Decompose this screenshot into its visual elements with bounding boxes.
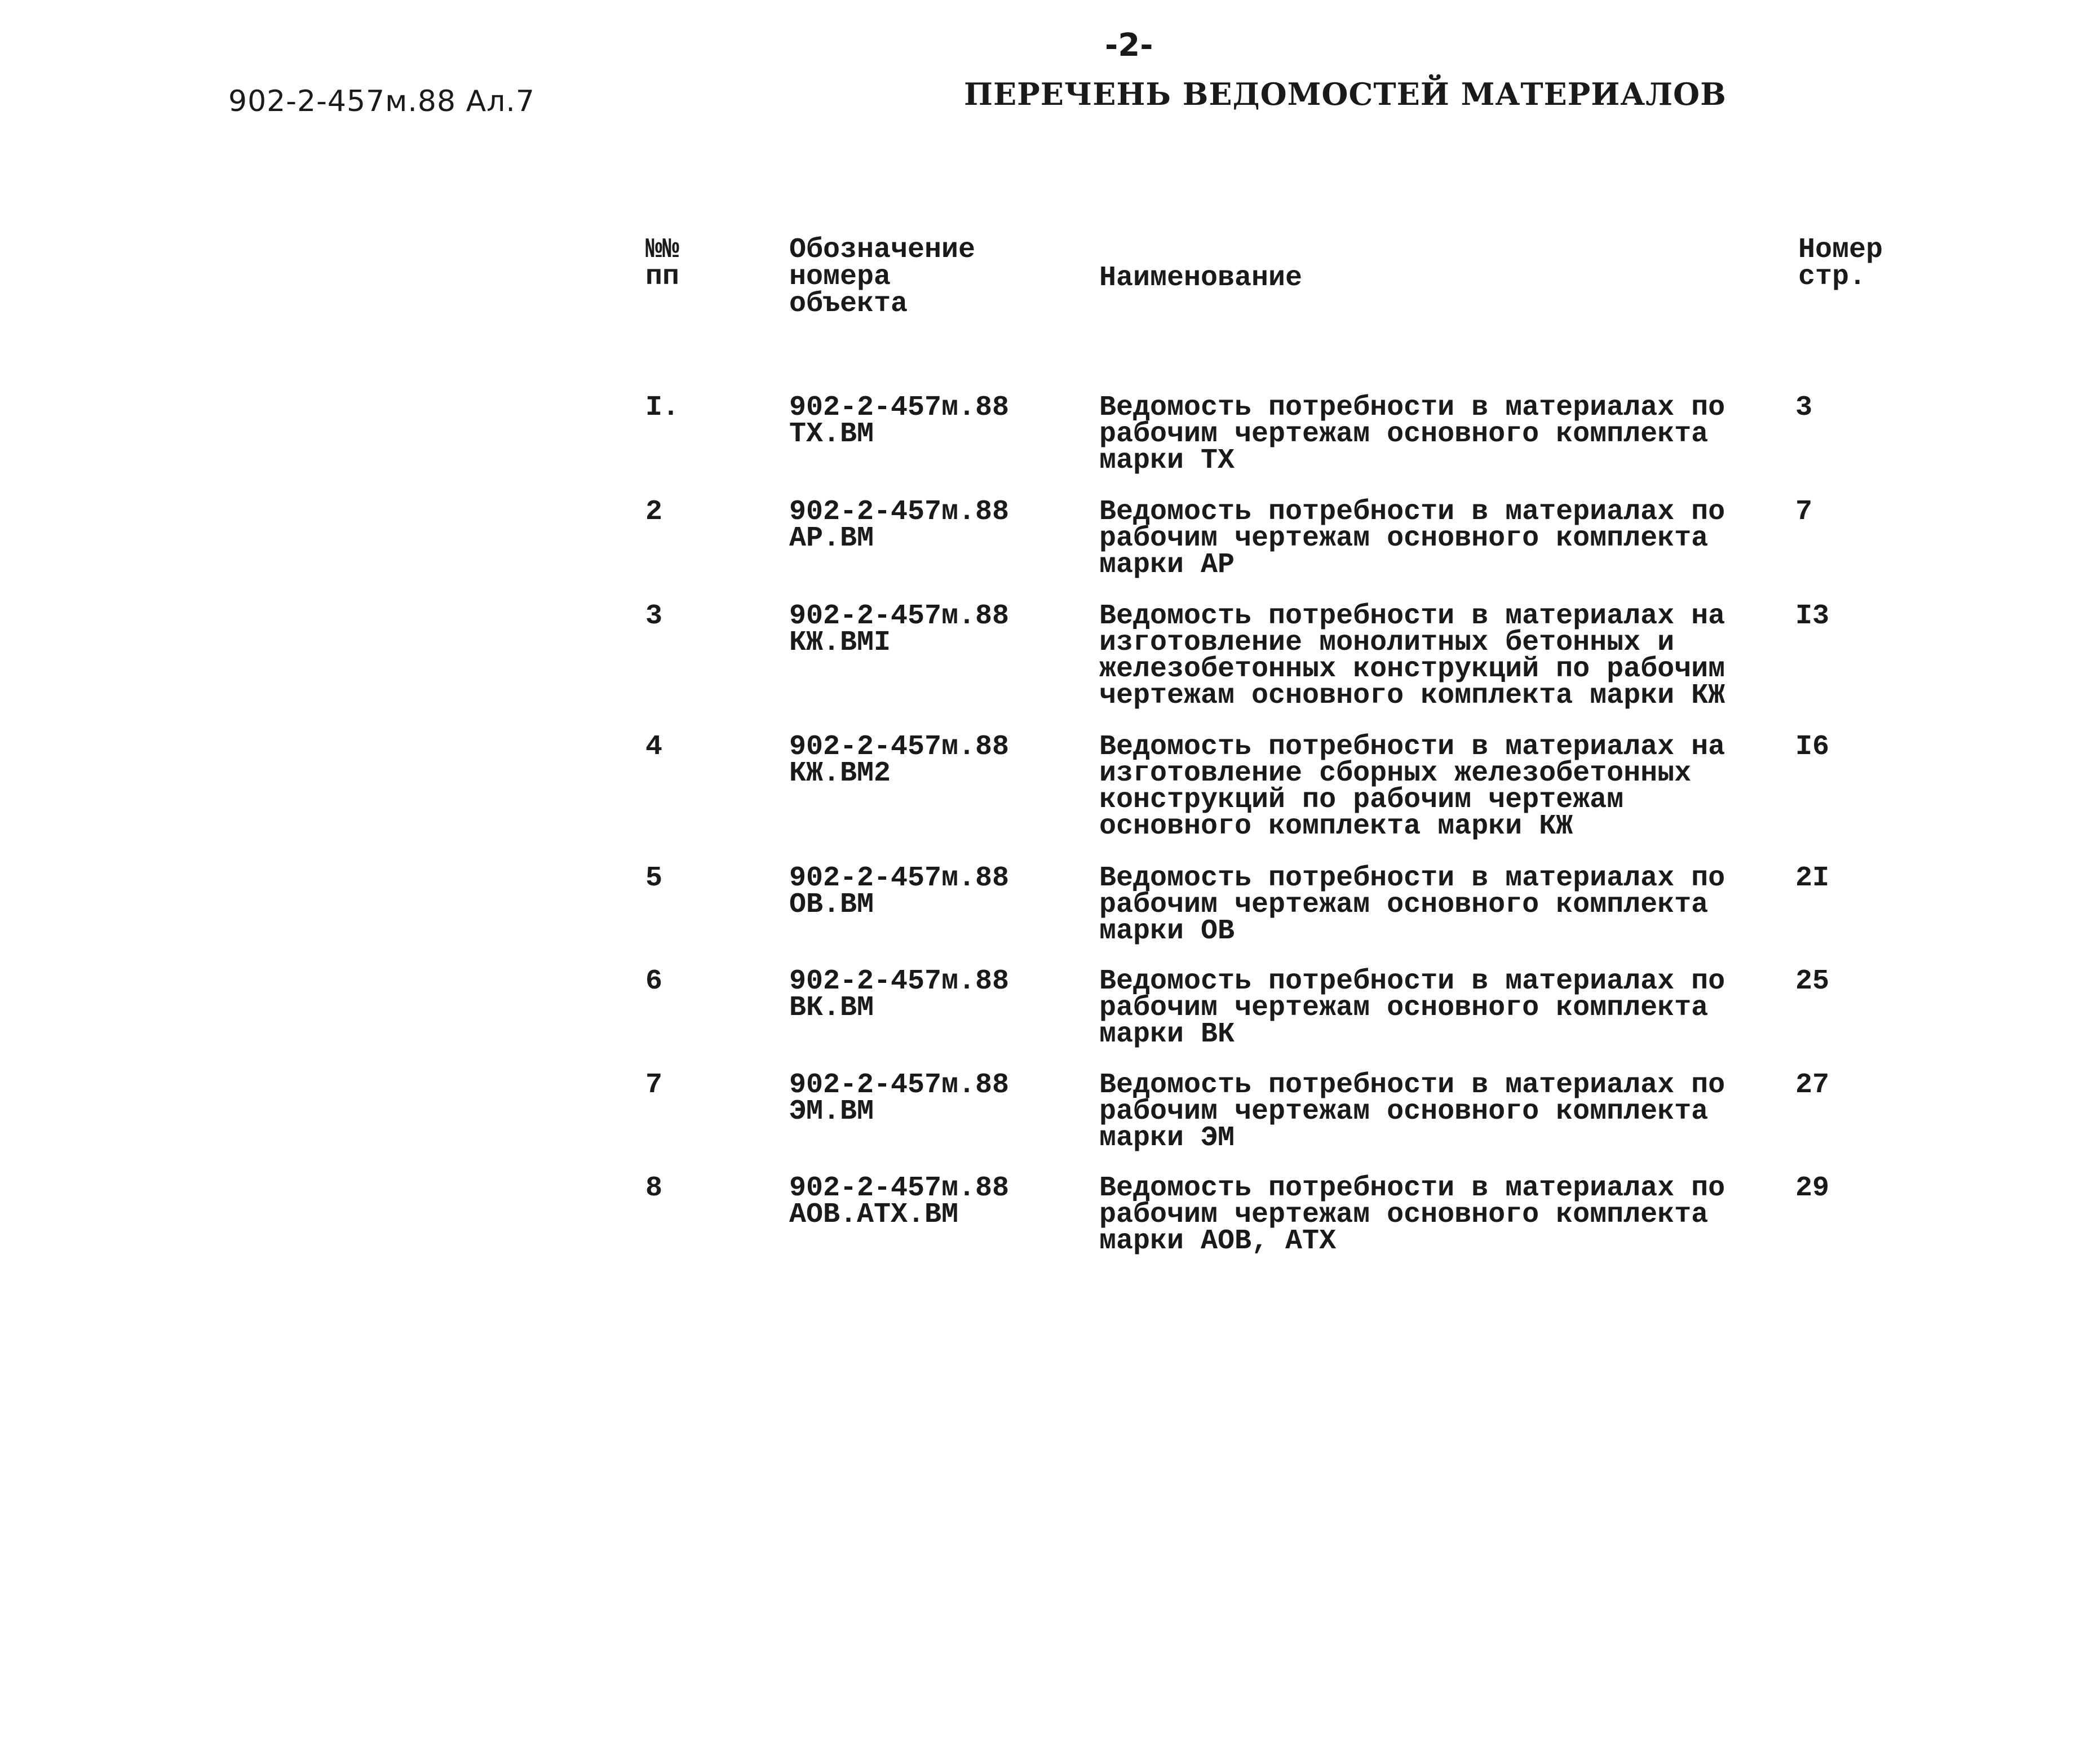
row-designation: 902-2-457м.88 КЖ.ВМ2 <box>789 731 1010 790</box>
header-designation: Обозначение номера объекта <box>789 234 976 320</box>
row-name: Ведомость потребности в материалах на изготовление сборных железобетонных конструкций по рабочим чертежам основного комплекта марки КЖ <box>1099 731 1726 843</box>
row-number: 2 <box>645 496 663 528</box>
row-name: Ведомость потребности в материалах по рабочим чертежам основного комплекта марки АОВ, АТХ <box>1099 1172 1726 1257</box>
row-number: 6 <box>645 965 663 998</box>
row-name: Ведомость потребности в материалах по рабочим чертежам основного комплекта марки АР <box>1099 496 1726 581</box>
row-page: 7 <box>1795 496 1813 528</box>
row-number: 5 <box>645 862 663 894</box>
document-code: 902-2-457м.88 Ал.7 <box>228 85 535 118</box>
document-title: ПЕРЕЧЕНЬ ВЕДОМОСТЕЙ МАТЕРИАЛОВ <box>964 76 1727 112</box>
row-name: Ведомость потребности в материалах по рабочим чертежам основного комплекта марки ВК <box>1099 965 1726 1051</box>
row-name: Ведомость потребности в материалах по рабочим чертежам основного комплекта марки ОВ <box>1099 862 1726 947</box>
row-page: 25 <box>1795 965 1830 998</box>
row-designation: 902-2-457м.88 АОВ.АТХ.ВМ <box>789 1172 1010 1231</box>
row-number: I. <box>645 392 680 424</box>
row-number: 3 <box>645 600 663 632</box>
header-number: №№ пп <box>645 234 680 293</box>
row-designation: 902-2-457м.88 ВК.ВМ <box>789 965 1010 1024</box>
row-page: 29 <box>1795 1172 1830 1204</box>
row-designation: 902-2-457м.88 ОВ.ВМ <box>789 862 1010 921</box>
header-page-number: Номер стр. <box>1798 234 1883 293</box>
row-name: Ведомость потребности в материалах на изготовление монолитных бетонных и железобетонных конструкций по рабочим чертежам основного комплекта марки КЖ <box>1099 600 1726 712</box>
row-page: 27 <box>1795 1069 1830 1101</box>
row-name: Ведомость потребности в материалах по рабочим чертежам основного комплекта марки ЭМ <box>1099 1069 1726 1154</box>
row-page: 3 <box>1795 392 1813 424</box>
header-name: Наименование <box>1099 262 1303 294</box>
row-name: Ведомость потребности в материалах по рабочим чертежам основного комплекта марки ТХ <box>1099 392 1726 477</box>
row-number: 8 <box>645 1172 663 1204</box>
row-designation: 902-2-457м.88 КЖ.ВМI <box>789 600 1010 659</box>
row-number: 4 <box>645 731 663 763</box>
row-number: 7 <box>645 1069 663 1101</box>
page-number: -2- <box>1105 27 1153 64</box>
row-designation: 902-2-457м.88 ЭМ.ВМ <box>789 1069 1010 1128</box>
row-page: 2I <box>1795 862 1830 894</box>
row-page: I6 <box>1795 731 1830 763</box>
row-designation: 902-2-457м.88 ТХ.ВМ <box>789 392 1010 450</box>
row-page: I3 <box>1795 600 1830 632</box>
row-designation: 902-2-457м.88 АР.ВМ <box>789 496 1010 555</box>
